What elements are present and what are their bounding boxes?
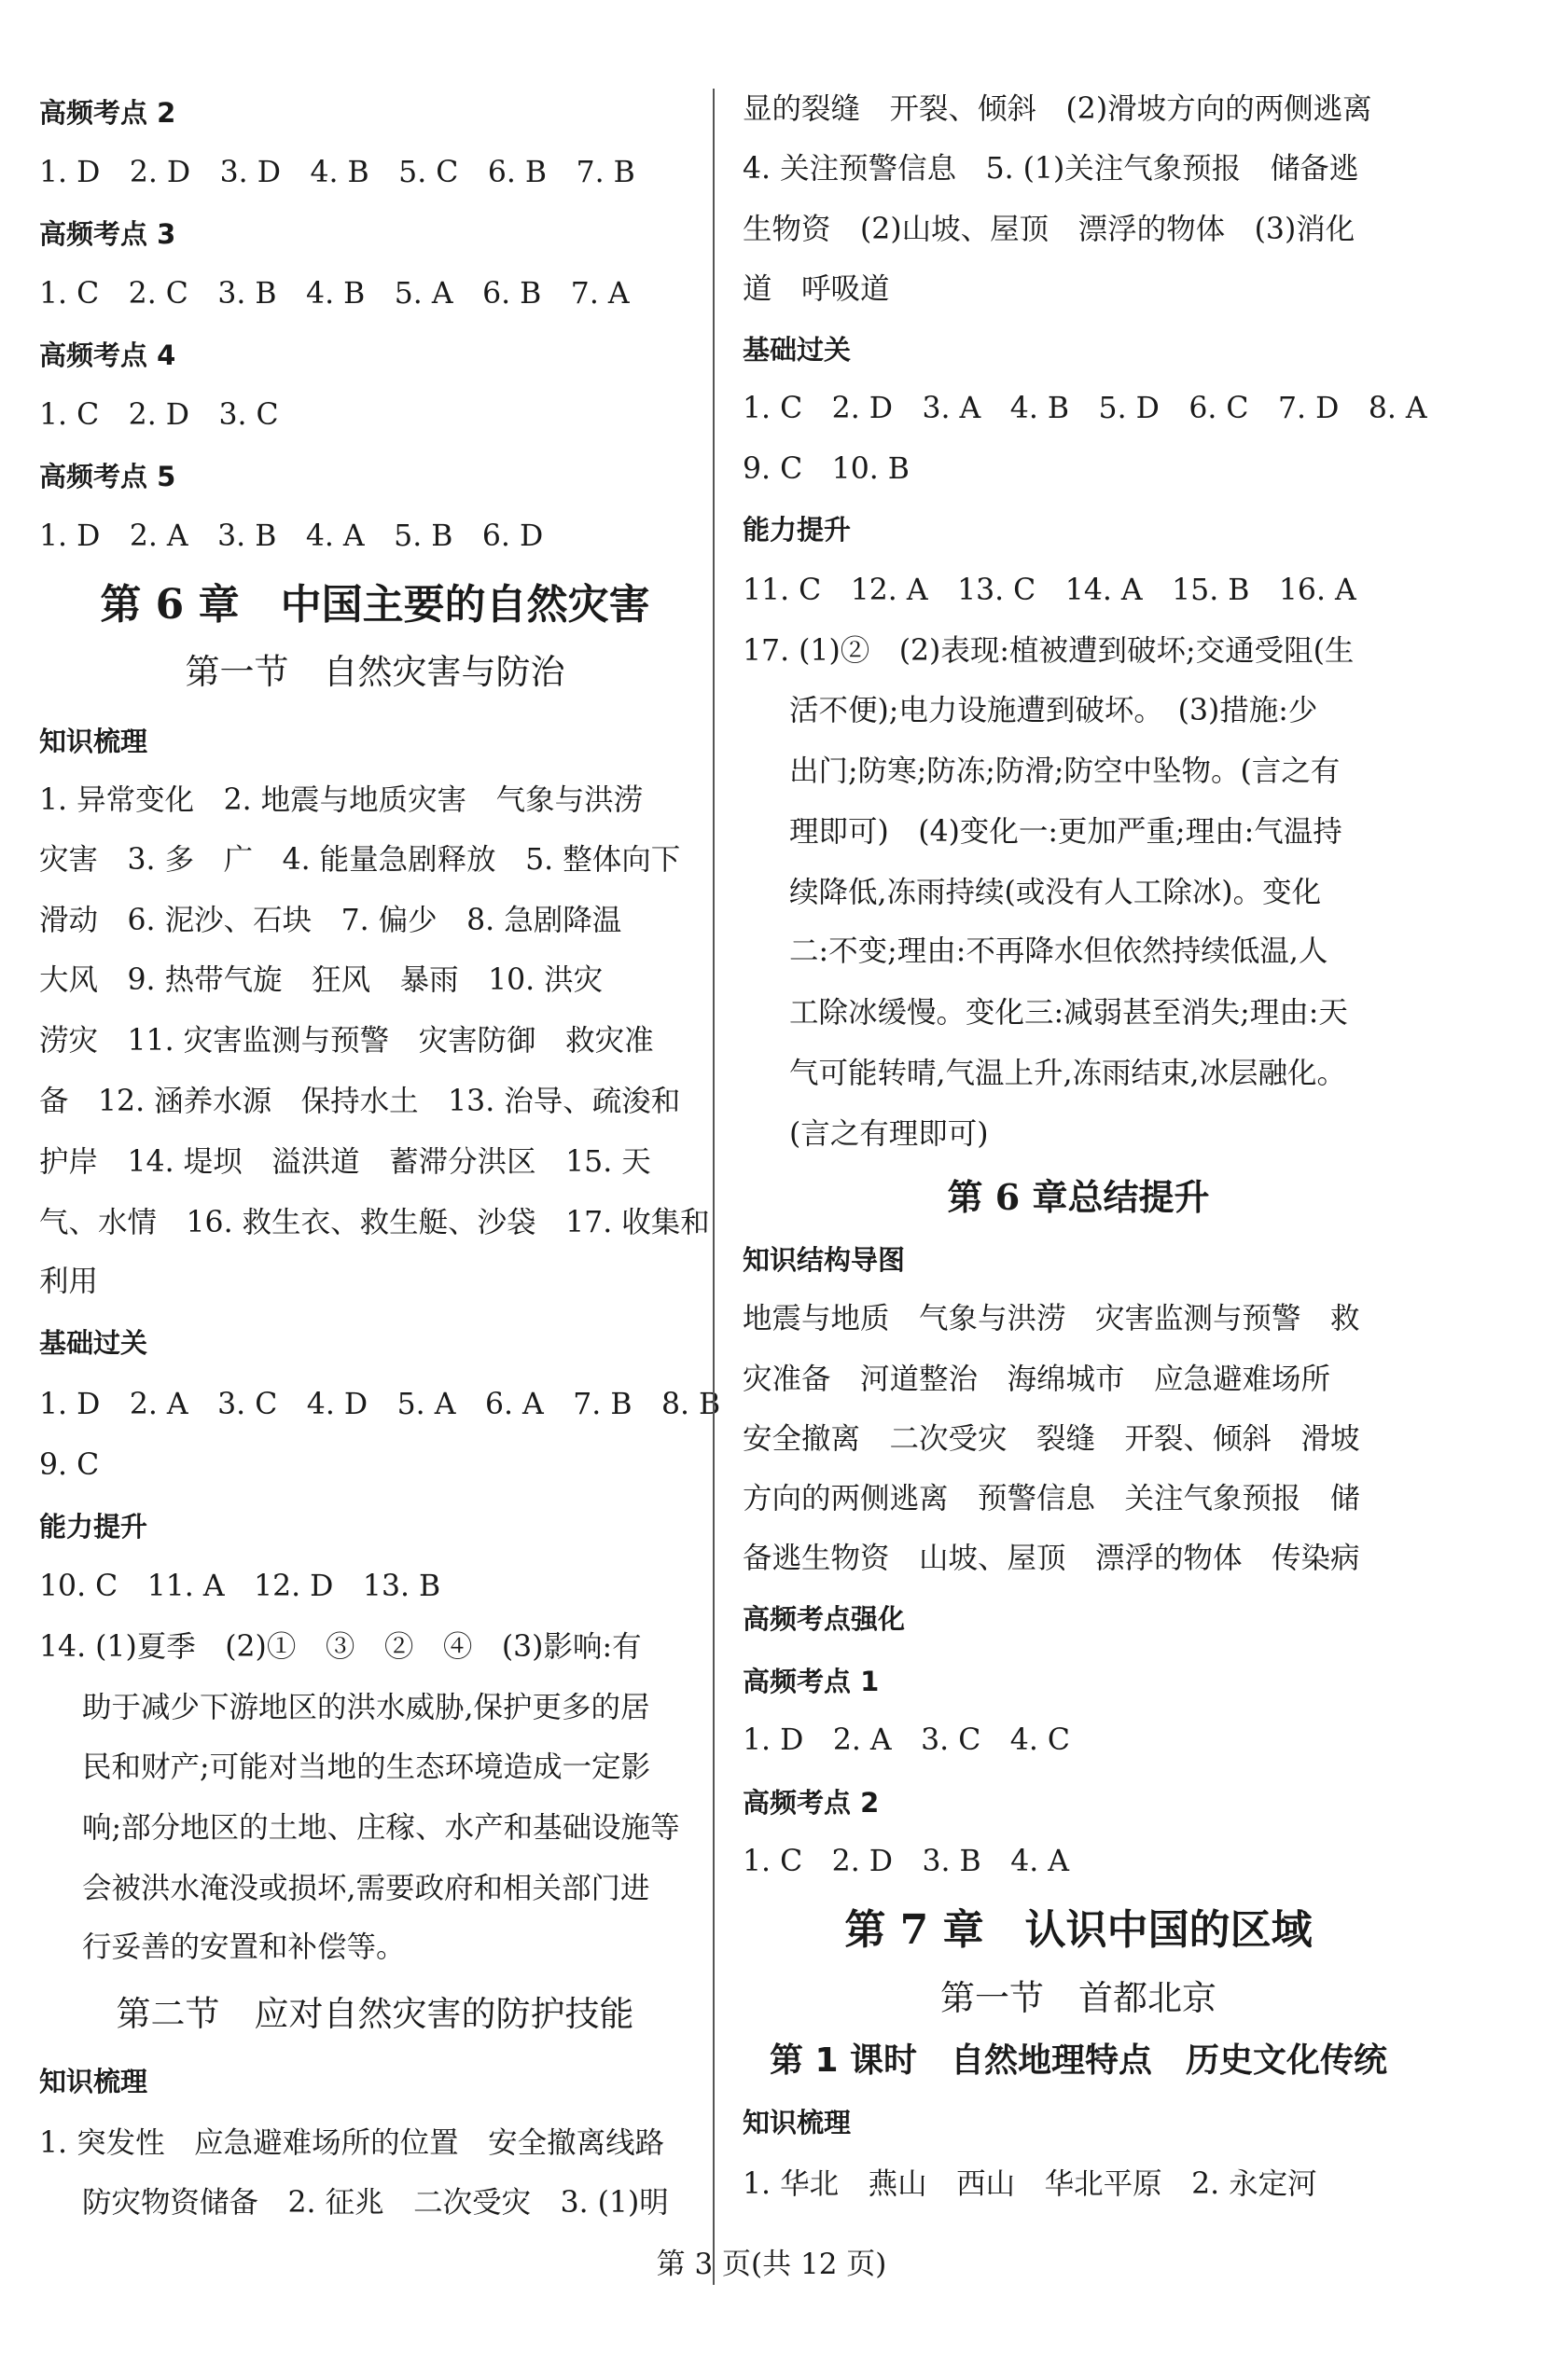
- section-heading: 高频考点 2: [743, 1787, 880, 1819]
- answer-line: 1. 华北 燕山 西山 华北平原 2. 永定河: [743, 2167, 1317, 2201]
- section-heading: 高频考点 5: [39, 461, 176, 492]
- answer-line: 行妥善的安置和补偿等。: [82, 1930, 406, 1964]
- answer-line: 气、水情 16. 救生衣、救生艇、沙袋 17. 收集和: [39, 1206, 710, 1239]
- answer-line: 11. C 12. A 13. C 14. A 15. B 16. A: [743, 574, 1356, 607]
- section-title: 第一节 首都北京: [940, 1978, 1216, 2018]
- section-heading: 知识梳理: [743, 2107, 852, 2138]
- answer-line: 道 呼吸道: [743, 272, 890, 306]
- chapter-title: 第 7 章 认识中国的区域: [844, 1906, 1313, 1954]
- answer-line: 4. 关注预警信息 5. (1)关注气象预报 储备逃: [743, 152, 1359, 186]
- column-divider: [713, 89, 715, 2285]
- answer-line: 二:不变;理由:不再降水但依然持续低温,人: [789, 934, 1328, 968]
- answer-line: 气可能转晴,气温上升,冻雨结束,冰层融化。: [789, 1057, 1347, 1090]
- answer-line: 工除冰缓慢。变化三:减弱甚至消失;理由:天: [789, 996, 1348, 1030]
- answer-line: 理即可) (4)变化一:更加严重;理由:气温持: [789, 815, 1342, 849]
- answer-line: 1. 突发性 应急避难场所的位置 安全撤离线路: [39, 2126, 665, 2160]
- answer-line: 续降低,冻雨持续(或没有人工除冰)。变化: [789, 876, 1322, 909]
- section-title: 第一节 自然灾害与防治: [185, 652, 565, 692]
- answer-line: 灾害 3. 多 广 4. 能量急剧释放 5. 整体向下: [39, 843, 681, 877]
- section-heading: 基础过关: [39, 1327, 148, 1359]
- answer-line: 利用: [39, 1265, 99, 1298]
- answer-line: 17. (1)② (2)表现:植被遭到破坏;交通受阻(生: [743, 634, 1355, 668]
- answer-line: 10. C 11. A 12. D 13. B: [39, 1570, 441, 1603]
- answer-line: 大风 9. 热带气旋 狂风 暴雨 10. 洪灾: [39, 963, 604, 997]
- answer-line: 1. D 2. A 3. B 4. A 5. B 6. D: [39, 519, 544, 553]
- answer-line: 备逃生物资 山坡、屋顶 漂浮的物体 传染病: [743, 1542, 1360, 1575]
- answer-line: 响;部分地区的土地、庄稼、水产和基础设施等: [82, 1811, 680, 1845]
- section-heading: 能力提升: [743, 514, 852, 546]
- section-heading: 高频考点 2: [39, 97, 176, 129]
- answer-line: 防灾物资储备 2. 征兆 二次受灾 3. (1)明: [82, 2186, 669, 2220]
- answer-line: 1. C 2. D 3. B 4. A: [743, 1845, 1070, 1878]
- section-heading: 高频考点 3: [39, 218, 176, 250]
- section-heading: 知识梳理: [39, 726, 148, 757]
- answer-line: 1. D 2. A 3. C 4. D 5. A 6. A 7. B 8. B: [39, 1388, 721, 1421]
- answer-line: 显的裂缝 开裂、倾斜 (2)滑坡方向的两侧逃离: [743, 92, 1372, 126]
- answer-line: 灾准备 河道整治 海绵城市 应急避难场所: [743, 1363, 1331, 1396]
- chapter-title: 第 6 章 中国主要的自然灾害: [100, 581, 650, 629]
- answer-line: 备 12. 涵养水源 保持水土 13. 治导、疏浚和: [39, 1085, 681, 1118]
- answer-line: 民和财产;可能对当地的生态环境造成一定影: [82, 1750, 651, 1784]
- answer-line: 9. C: [39, 1448, 100, 1482]
- answer-line: 1. D 2. D 3. D 4. B 5. C 6. B 7. B: [39, 156, 635, 189]
- answer-line: 1. D 2. A 3. C 4. C: [743, 1723, 1070, 1757]
- answer-line: 护岸 14. 堤坝 溢洪道 蓄滞分洪区 15. 天: [39, 1145, 651, 1179]
- answer-line: 1. C 2. D 3. A 4. B 5. D 6. C 7. D 8. A: [743, 392, 1427, 425]
- lesson-title: 第 1 课时 自然地理特点 历史文化传统: [769, 2041, 1388, 2080]
- answer-line: 1. 异常变化 2. 地震与地质灾害 气象与洪涝: [39, 783, 644, 817]
- answer-line: 活不便);电力设施遭到破坏。 (3)措施:少: [789, 694, 1318, 727]
- page-footer: 第 3 页(共 12 页): [656, 2248, 887, 2281]
- answer-line: 9. C 10. B: [743, 452, 910, 486]
- answer-line: 地震与地质 气象与洪涝 灾害监测与预警 救: [743, 1302, 1360, 1335]
- answer-line: 涝灾 11. 灾害监测与预警 灾害防御 救灾准: [39, 1024, 654, 1058]
- section-heading: 知识梳理: [39, 2066, 148, 2097]
- answer-line: 1. C 2. C 3. B 4. B 5. A 6. B 7. A: [39, 277, 630, 311]
- section-heading: 高频考点 4: [39, 339, 176, 371]
- answer-line: 助于减少下游地区的洪水威胁,保护更多的居: [82, 1691, 650, 1724]
- answer-line: 方向的两侧逃离 预警信息 关注气象预报 储: [743, 1482, 1360, 1515]
- answer-line: 14. (1)夏季 (2)① ③ ② ④ (3)影响:有: [39, 1630, 642, 1664]
- section-heading: 高频考点 1: [743, 1666, 880, 1697]
- section-heading: 能力提升: [39, 1511, 148, 1543]
- answer-line: 安全撤离 二次受灾 裂缝 开裂、倾斜 滑坡: [743, 1422, 1360, 1456]
- summary-title: 第 6 章总结提升: [947, 1176, 1210, 1218]
- answer-line: 生物资 (2)山坡、屋顶 漂浮的物体 (3)消化: [743, 213, 1355, 246]
- section-title: 第二节 应对自然灾害的防护技能: [116, 1994, 634, 2034]
- answer-line: 滑动 6. 泥沙、石块 7. 偏少 8. 急剧降温: [39, 904, 622, 937]
- section-heading: 高频考点强化: [743, 1603, 906, 1635]
- section-heading: 知识结构导图: [743, 1244, 906, 1276]
- answer-line: 1. C 2. D 3. C: [39, 398, 279, 432]
- answer-line: 出门;防寒;防冻;防滑;防空中坠物。(言之有: [789, 754, 1341, 788]
- section-heading: 基础过关: [743, 334, 852, 366]
- answer-line: 会被洪水淹没或损坏,需要政府和相关部门进: [82, 1872, 650, 1905]
- answer-line: (言之有理即可): [789, 1117, 989, 1151]
